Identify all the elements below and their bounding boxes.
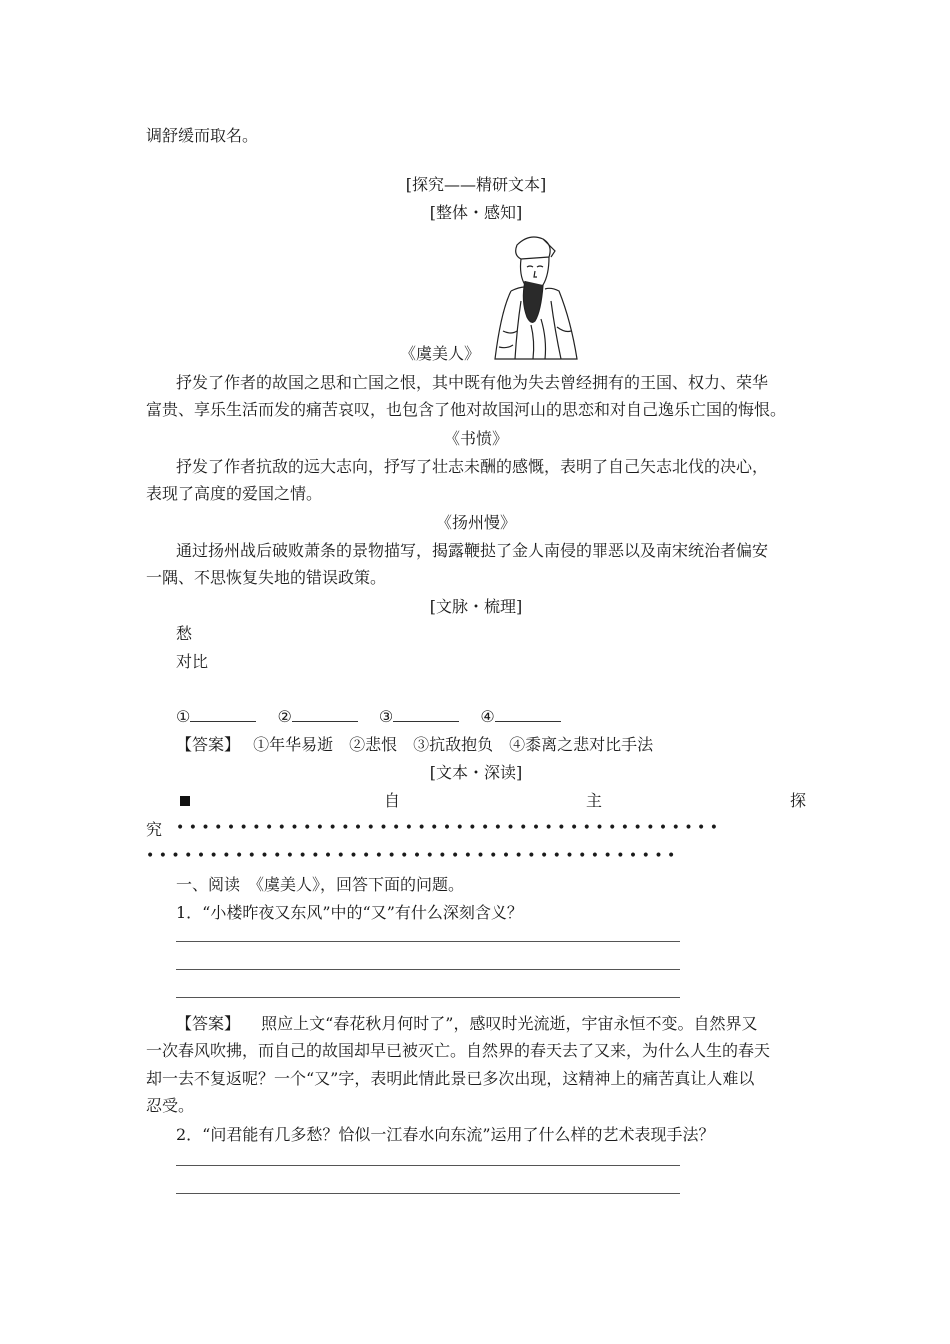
answer2-text-line1: 照应上文“春花秋月何时了”，感叹时光流逝，宇宙永恒不变。自然界又 [261,1014,758,1033]
emphasis-dots-row2: • • • • • • • • • • • • • • • • • • • • • • • • • • • • • • • • • • • • • • • • • • [146,848,676,864]
poem1-text-line1: 抒发了作者的故国之思和亡国之恨，其中既有他为失去曾经拥有的王国、权力、荣华 [176,373,769,392]
self-explore-char-4: 究 [146,820,163,839]
poem2-text-line2: 表现了高度的爱国之情。 [146,484,323,503]
answer2-line2: 一次春风吹拂，而自己的故国却早已被灭亡。自然界的春天去了又来，为什么人生的春天 [146,1041,771,1060]
answer-line-2[interactable] [176,969,680,970]
question-2: 2．“问君能有几多愁？恰似一江春水向东流”运用了什么样的艺术表现手法？ [176,1125,715,1144]
self-explore-char-1: 自 [384,791,401,810]
self-explore-square-icon [180,790,190,812]
answer2-label: 【答案】 [176,1014,241,1033]
context-word-contrast: 对比 [176,652,209,671]
context-word-sorrow: 愁 [176,624,193,643]
section-deep-heading: [文本・深读] [429,763,523,782]
poem2-text-line1: 抒发了作者抗敌的远大志向，抒写了壮志未酬的感慨，表明了自己矢志北伐的决心， [176,457,769,476]
poem3-title: 《扬州慢》 [435,513,516,532]
self-explore-char-3: 探 [790,791,807,810]
blank-marker-1: ① [176,707,191,726]
poem3-text-line2: 一隅、不思恢复失地的错误政策。 [146,568,387,587]
answer1-text: ①年华易逝 ②悲恨 ③抗敌抱负 ④黍离之悲对比手法 [253,735,654,754]
section-explore-heading: [探究——精研文本] [405,175,547,194]
answer1 [176,734,653,756]
answer2-line1 [176,1013,757,1035]
poem1-text-line2: 富贵、享乐生活而发的痛苦哀叹，也包含了他对故国河山的思恋和对自己逸乐亡国的悔恨。 [146,400,787,419]
section-context-heading: [文脉・梳理] [429,597,523,616]
poem3-text-line1: 通过扬州战后破败萧条的景物描写，揭露鞭挞了金人南侵的罪恶以及南宋统治者偏安 [176,541,769,560]
blank-marker-4: ④ [480,707,495,726]
emphasis-dots-row1: • • • • • • • • • • • • • • • • • • • • • • • • • • • • • • • • • • • • • • • • • • • [176,820,718,836]
blank-marker-3: ③ [378,707,394,726]
answer-line-4[interactable] [176,1165,680,1166]
question-intro: 一、阅读 《虞美人》，回答下面的问题。 [176,875,465,894]
blank-3 [393,707,459,722]
blank-2 [292,707,358,722]
answer-line-3[interactable] [176,997,680,998]
section-overall-heading: [整体・感知] [429,203,523,222]
blank-marker-2: ② [277,707,292,726]
top-line: 调舒缓而取名。 [146,126,259,145]
fill-blanks-row [176,706,577,728]
blank-4 [495,707,561,722]
answer-line-5[interactable] [176,1193,680,1194]
poem1-title: 《虞美人》 [400,344,481,363]
answer2-line3: 却一去不复返呢？一个“又”字，表明此情此景已多次出现，这精神上的痛苦真让人难以 [146,1069,755,1088]
question-1: 1．“小楼昨夜又东风”中的“又”有什么深刻含义？ [176,903,523,922]
poem2-title: 《书愤》 [443,429,508,448]
answer1-label: 【答案】 [176,735,241,754]
answer-line-1[interactable] [176,941,680,942]
self-explore-char-2: 主 [586,791,603,810]
blank-1 [190,707,256,722]
answer2-line4: 忍受。 [146,1096,195,1115]
ancient-poet-portrait [481,231,587,361]
